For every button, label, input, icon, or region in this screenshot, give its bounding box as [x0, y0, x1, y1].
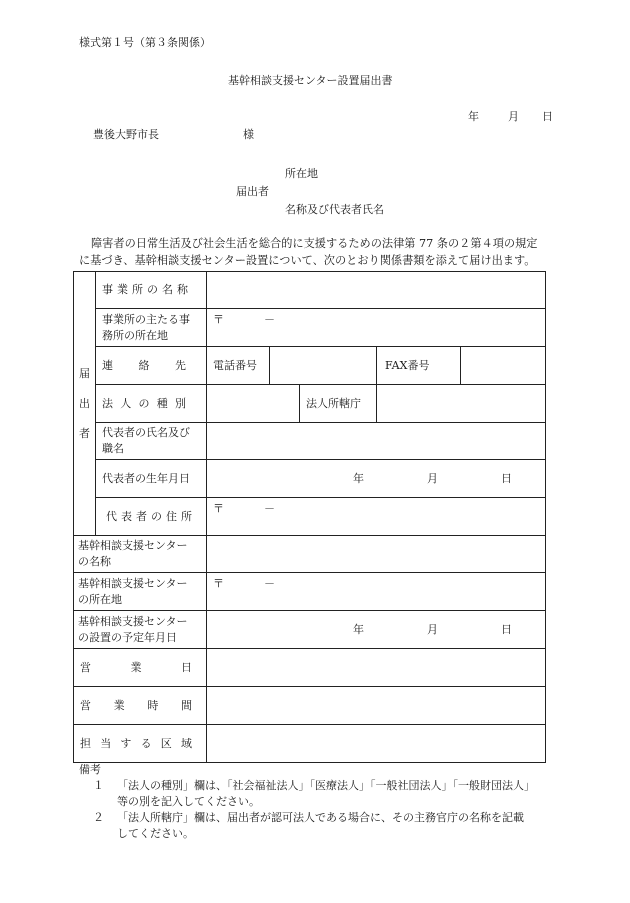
area-field[interactable] — [207, 725, 546, 763]
corp-type-field[interactable] — [207, 385, 300, 423]
remarks-heading: 備考 — [79, 763, 101, 776]
phone-label: 電話番号 — [207, 347, 270, 385]
corp-authority-field[interactable] — [377, 385, 546, 423]
notifier-label: 届出者 — [236, 185, 269, 198]
remark-2: ２ 「法人所轄庁」欄は、届出者が認可法人である場合に、その主務官庁の名称を記載 してください。 — [93, 811, 524, 840]
remark-1: １ 「法人の種別」欄は、「社会福祉法人」「医療法人」「一般社団法人」「一般財団法人」 等の別を記入してください。 — [93, 779, 535, 808]
date-month-label: 月 — [508, 110, 519, 123]
center-date-label: 基幹相談支援センター の設置の予定年月日 — [74, 611, 207, 649]
intro-paragraph — [79, 235, 549, 269]
name-label: 名称及び代表者氏名 — [285, 203, 384, 216]
business-hours-label: 営 業 時 間 — [74, 687, 207, 725]
location-label: 所在地 — [285, 167, 318, 180]
office-address-label: 事業所の主たる事 務所の所在地 — [96, 309, 207, 347]
business-days-field[interactable] — [207, 649, 546, 687]
rep-address-label: 代 表 者 の 住 所 — [96, 498, 207, 536]
corp-authority-label: 法人所轄庁 — [300, 385, 377, 423]
office-address-field[interactable] — [207, 309, 546, 347]
center-address-field[interactable]: 〒 － — [207, 573, 546, 611]
notifier-side-label: 届 出 者 — [74, 272, 96, 536]
notification-form-table — [73, 271, 546, 763]
business-days-label: 営 業 日 — [74, 649, 207, 687]
honorific: 様 — [243, 128, 254, 141]
postal-mark: 〒 — [213, 312, 224, 326]
area-label: 担 当 す る 区 域 — [74, 725, 207, 763]
date-year-label: 年 — [468, 110, 479, 123]
rep-name-label: 代表者の氏名及び 職名 — [96, 423, 207, 460]
center-name-label: 基幹相談支援センター の名称 — [74, 536, 207, 573]
center-address-label: 基幹相談支援センター の所在地 — [74, 573, 207, 611]
fax-label: FAX番号 — [377, 347, 461, 385]
document-title: 基幹相談支援センター設置届出書 — [228, 74, 393, 87]
intro-line-2: に基づき、基幹相談支援センター設置について、次のとおり関係書類を添えて届け出ます。 — [79, 254, 536, 267]
rep-birth-field[interactable]: 年 月 日 — [207, 460, 546, 498]
date-day-label: 日 — [542, 110, 553, 123]
rep-birth-label: 代表者の生年月日 — [96, 460, 207, 498]
office-name-field[interactable] — [207, 272, 546, 309]
office-name-label: 事 業 所 の 名 称 — [96, 272, 207, 309]
corp-type-label: 法 人 の 種 別 — [96, 385, 207, 423]
form-number: 様式第１号（第３条関係） — [79, 36, 211, 49]
intro-line-1: 障害者の日常生活及び社会生活を総合的に支援するための法律第 77 条の２第４項の規定 — [91, 237, 538, 250]
remarks-section — [79, 762, 559, 842]
rep-address-field[interactable]: 〒 － — [207, 498, 546, 536]
business-hours-field[interactable] — [207, 687, 546, 725]
center-name-field[interactable] — [207, 536, 546, 573]
addressee: 豊後大野市長 — [93, 128, 159, 141]
fax-field[interactable] — [461, 347, 546, 385]
rep-name-field[interactable] — [207, 423, 546, 460]
center-date-field[interactable]: 年 月 日 — [207, 611, 546, 649]
postal-dash: － — [264, 312, 275, 326]
phone-field[interactable] — [270, 347, 377, 385]
contact-label: 連 絡 先 — [96, 347, 207, 385]
